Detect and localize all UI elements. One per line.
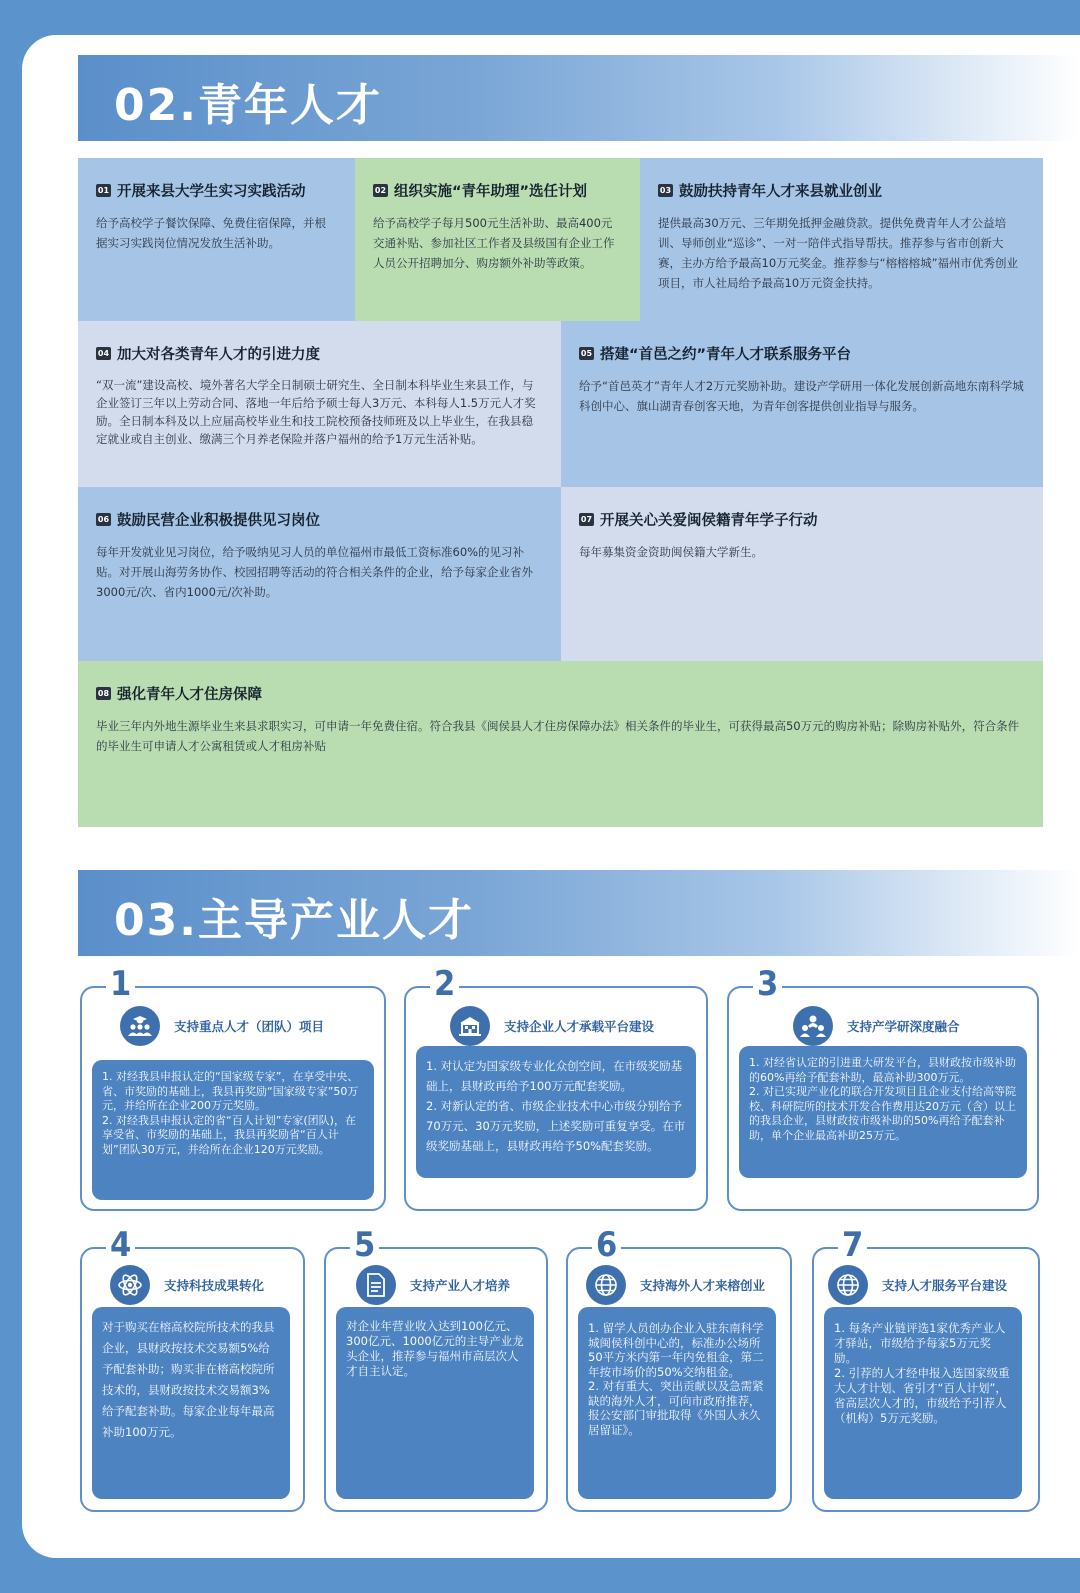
section-03-header <box>78 870 1080 956</box>
card-body: 1. 对认定为国家级专业化众创空间，在市级奖励基础上，县财政再给予100万元配套奖励。 2. 对新认定的省、市级企业技术中心市级分别给予70万元、30万元奖励，上述奖励可重复享受。在市级奖励基础上，县财政再给予50%配套奖励。 <box>416 1046 696 1178</box>
card-number: 2 <box>430 966 459 1002</box>
card-number: 6 <box>592 1227 621 1263</box>
item-text: 给予高校学子餐饮保障、免费住宿保障，并根据实习实践岗位情况发放生活补助。 <box>96 216 326 250</box>
section-03-title: 03.主导产业人才 <box>114 895 474 946</box>
item-heading: 01 开展来县大学生实习实践活动 <box>97 184 306 200</box>
item-text: 提供最高30万元、三年期免抵押金融贷款。提供免费青年人才公益培训、导师创业“巡诊”、一对一陪伴式指导帮扶。推荐参与省市创新大赛，主办方给予最高10万元奖金。推荐参与“榕榕榕城”福州市优秀创业项目，市人社局给予最高10万元资金扶持。 <box>658 216 1019 290</box>
youth-item-4 <box>78 321 561 487</box>
card-body: 1. 留学人员创办企业入驻东南科学城闽侯科创中心的，标准办公场所50平方米内第一年内免租金，第二年按市场价的50%交纳租金。 2. 对有重大、突出贡献以及急需紧缺的海外人才，可向市政府推荐，报公安部门审批取得《外国人永久居留证》。 <box>578 1307 776 1499</box>
card-number: 3 <box>753 966 782 1002</box>
youth-item-2 <box>355 158 640 321</box>
card-number: 1 <box>106 966 135 1002</box>
industry-card-7 <box>812 1225 1040 1512</box>
item-heading: 05 搭建“首邑之约”青年人才联系服务平台 <box>580 347 852 363</box>
industry-card-5 <box>324 1225 548 1512</box>
section-02-title: 02.青年人才 <box>114 80 382 131</box>
industry-card-2 <box>404 964 708 1211</box>
card-number: 7 <box>838 1227 867 1263</box>
card-body: 对于购买在榕高校院所技术的我县企业，县财政按技术交易额5%给予配套补助；购买非在榕高校院所技术的，县财政按技术交易额3%给予配套补助。每家企业每年最高补助100万元。 <box>92 1307 290 1499</box>
item-heading: 03 鼓励扶持青年人才来县就业创业 <box>659 184 882 200</box>
industry-card-4 <box>80 1225 305 1512</box>
industry-card-6 <box>566 1225 792 1512</box>
card-title: 支持海外人才来榕创业 <box>586 1265 765 1305</box>
globe-icon <box>586 1265 626 1305</box>
card-number: 5 <box>350 1227 379 1263</box>
item-heading: 07 开展关心关爱闽侯籍青年学子行动 <box>580 513 818 529</box>
card-title: 支持科技成果转化 <box>110 1265 264 1305</box>
industry-card-3 <box>727 964 1039 1211</box>
atom-icon <box>110 1265 150 1305</box>
youth-item-1 <box>78 158 355 321</box>
building-icon <box>450 1006 490 1046</box>
item-text: 毕业三年内外地生源毕业生来县求职实习，可申请一年免费住宿。符合我县《闽侯县人才住房保障办法》相关条件的毕业生，可获得最高50万元的购房补贴；除购房补贴外，符合条件的毕业生可申请人才公寓租赁或人才租房补贴 <box>96 719 1020 753</box>
industry-card-1 <box>80 964 386 1211</box>
item-heading: 02 组织实施“青年助理”选任计划 <box>374 184 588 200</box>
item-heading: 04 加大对各类青年人才的引进力度 <box>97 347 320 363</box>
team-icon <box>120 1006 160 1046</box>
document-icon <box>356 1265 396 1305</box>
item-text: 每年开发就业见习岗位，给予吸纳见习人员的单位福州市最低工资标准60%的见习补贴。对开展山海劳务协作、校园招聘等活动的符合相关条件的企业，给予每家企业省外3000元/次、省内1000元/次补助。 <box>96 545 533 599</box>
card-title: 支持人才服务平台建设 <box>828 1265 1007 1305</box>
item-text: 给予“首邑英才”青年人才2万元奖励补助。建设产学研用一体化发展创新高地东南科学城科创中心、旗山湖青春创客天地，为青年创客提供创业指导与服务。 <box>579 379 1024 413</box>
item-text: 每年募集资金资助闽侯籍大学新生。 <box>579 545 763 559</box>
item-heading: 08 强化青年人才住房保障 <box>97 687 262 703</box>
card-body: 1. 对经省认定的引进重大研发平台，县财政按市级补助的60%再给予配套补助，最高补助300万元。 2. 对已实现产业化的联合开发项目且企业支付给高等院校、科研院所的技术开发合作费用达20万元（含）以上的我县企业，县财政按市级补助的50%再给予配套补助，单个企业最高补助25万元。 <box>739 1046 1027 1178</box>
globe-icon <box>828 1265 868 1305</box>
youth-item-8 <box>78 661 1043 827</box>
card-body: 1. 每条产业链评选1家优秀产业人才驿站，市级给予每家5万元奖励。 2. 引荐的人才经申报入选国家级重大人才计划、省引才“百人计划”，省高层次人才的，市级给予引荐人（机构）5万元奖励。 <box>824 1307 1022 1499</box>
card-title: 支持产业人才培养 <box>356 1265 510 1305</box>
card-title: 支持重点人才（团队）项目 <box>120 1006 324 1046</box>
item-heading: 06 鼓励民营企业积极提供见习岗位 <box>97 513 320 529</box>
card-body: 对企业年营业收入达到100亿元、300亿元、1000亿元的主导产业龙头企业，推荐参与福州市高层次人才自主认定。 <box>336 1307 534 1499</box>
card-title: 支持企业人才承载平台建设 <box>450 1006 654 1046</box>
item-text: 给予高校学子每月500元生活补助、最高400元交通补贴、参加社区工作者及县级国有企业工作人员公开招聘加分、购房额外补助等政策。 <box>373 216 615 270</box>
item-text: “双一流”建设高校、境外著名大学全日制硕士研究生、全日制本科毕业生来县工作，与企业签订三年以上劳动合同、落地一年后给予硕士每人3万元、本科每人1.5万元人才奖励。全日制本科及以上应届高校毕业生和技工院校预备技师班及以上毕业生，在我县稳定就业或自主创业、缴满三个月养老保险并落户福州的给予1万元生活补贴。 <box>96 378 536 446</box>
youth-item-6 <box>78 487 561 661</box>
youth-item-7 <box>561 487 1043 661</box>
card-number: 4 <box>106 1227 135 1263</box>
card-title: 支持产学研深度融合 <box>793 1006 960 1046</box>
youth-item-3 <box>640 158 1043 321</box>
card-body: 1. 对经我县申报认定的“国家级专家”，在享受中央、省、市奖励的基础上，我县再奖励“国家级专家”50万元，并给所在企业200万元奖励。 2. 对经我县申报认定的省“百人计划”专家(团队)，在享受省、市奖励的基础上，我县再奖励省“百人计划”团队30万元，并给所在企业120万元奖励。 <box>92 1060 374 1200</box>
youth-item-5 <box>561 321 1043 487</box>
people-cooperation-icon <box>793 1006 833 1046</box>
section-02-header <box>78 55 1080 141</box>
